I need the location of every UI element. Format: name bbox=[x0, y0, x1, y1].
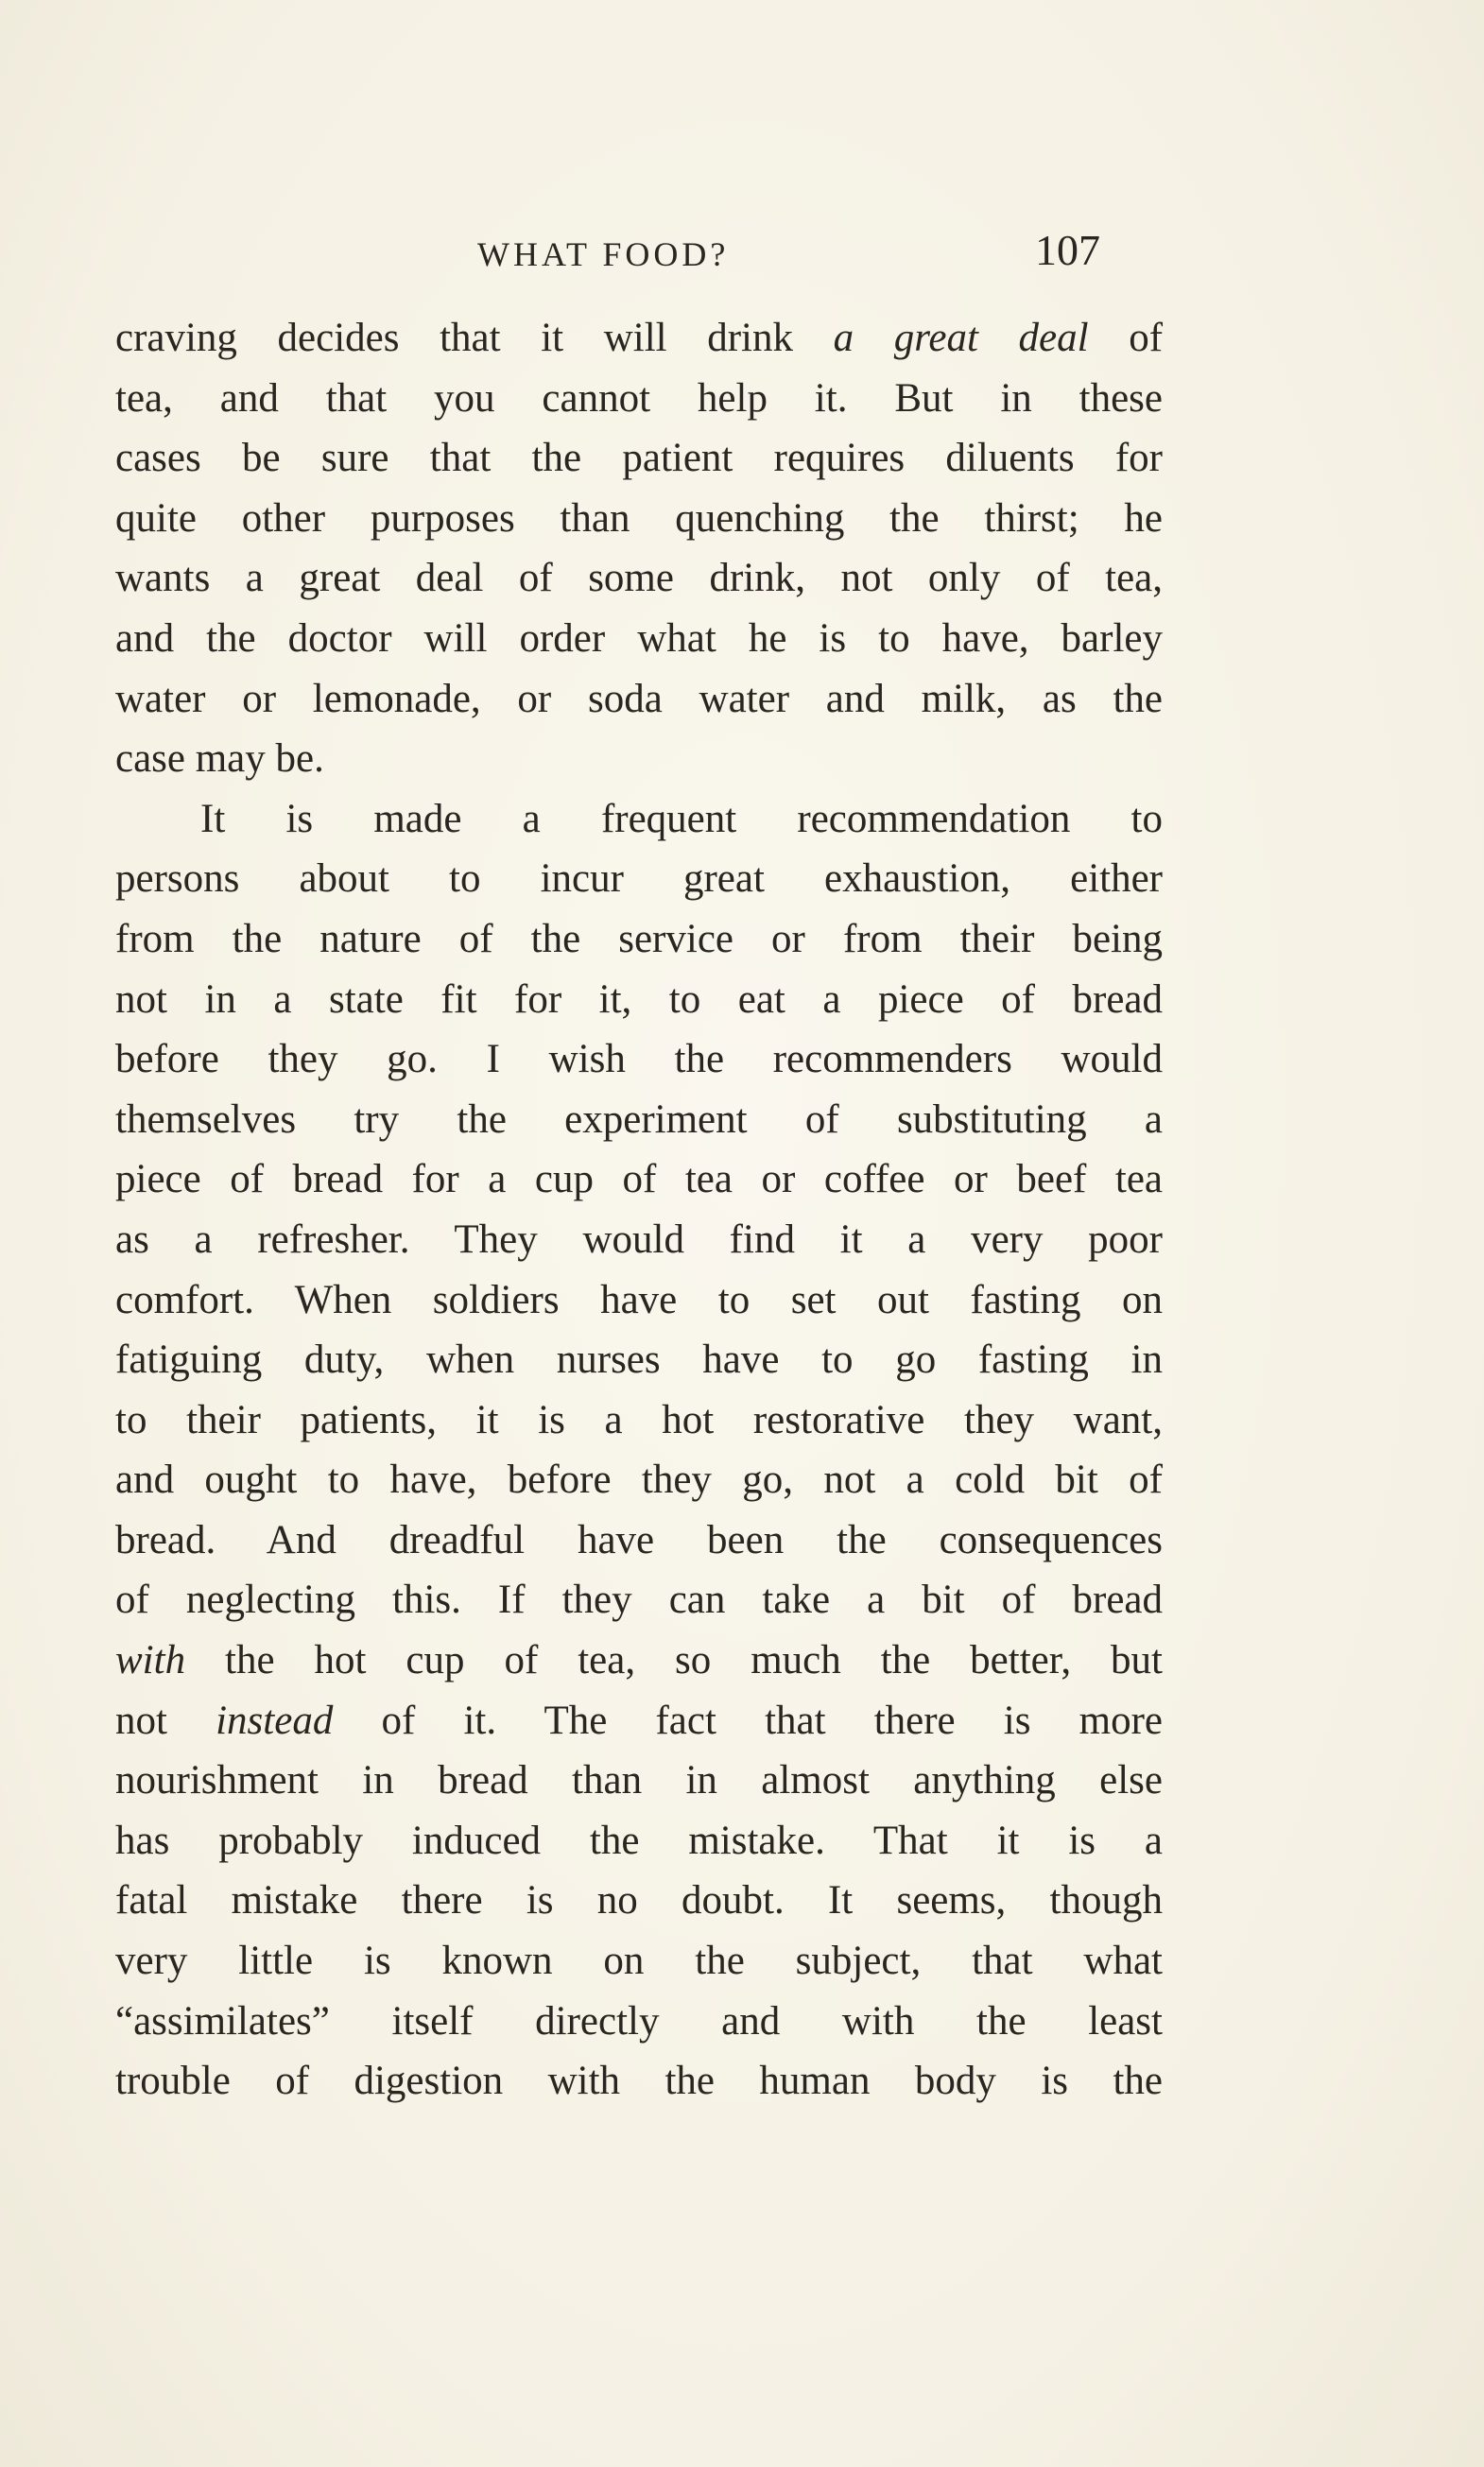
text-run: the hot cup of tea, so much the better, but bbox=[185, 1638, 1163, 1683]
text-line bbox=[115, 1811, 1163, 1872]
italic-text: a great deal bbox=[833, 316, 1089, 360]
text-run: before they go. I wish the recommenders would bbox=[115, 1037, 1163, 1082]
text-line bbox=[115, 1330, 1163, 1390]
text-run: bread. And dreadful have been the consequences bbox=[115, 1517, 1163, 1562]
text-run: tea, and that you cannot help it. But in these bbox=[115, 375, 1163, 421]
text-line bbox=[115, 369, 1163, 429]
text-line bbox=[115, 2051, 1163, 2112]
text-line bbox=[115, 909, 1163, 970]
text-line bbox=[115, 669, 1163, 730]
text-run: “assimilates” itself directly and with the least bbox=[115, 1998, 1163, 2044]
text-run: persons about to incur great exhaustion, either bbox=[115, 856, 1163, 902]
text-line bbox=[115, 789, 1163, 850]
running-head bbox=[0, 225, 1484, 282]
text-run: nourishment in bread than in almost anything else bbox=[115, 1758, 1163, 1803]
text-line bbox=[115, 1029, 1163, 1090]
text-line bbox=[115, 308, 1163, 369]
text-run: of neglecting this. If they can take a bit of bread bbox=[115, 1578, 1163, 1623]
text-run: trouble of digestion with the human body is the bbox=[115, 2059, 1163, 2104]
text-run: piece of bread for a cup of tea or coffee or beef tea bbox=[115, 1157, 1163, 1202]
text-line bbox=[115, 1390, 1163, 1451]
text-run: comfort. When soldiers have to set out fasting on bbox=[115, 1277, 1163, 1322]
text-run: wants a great deal of some drink, not only of tea, bbox=[115, 556, 1163, 601]
text-run: very little is known on the subject, that what bbox=[115, 1939, 1163, 1984]
running-title: WHAT FOOD? bbox=[477, 235, 730, 273]
text-line bbox=[115, 1630, 1163, 1691]
text-run: cases be sure that the patient requires diluents for bbox=[115, 436, 1163, 481]
body-text bbox=[115, 308, 1163, 2112]
text-line bbox=[115, 428, 1163, 489]
text-line bbox=[115, 1450, 1163, 1510]
text-run: quite other purposes than quenching the thirst; he bbox=[115, 495, 1163, 541]
text-line bbox=[115, 849, 1163, 909]
text-line bbox=[115, 1270, 1163, 1331]
text-line bbox=[115, 729, 1163, 789]
italic-text: with bbox=[115, 1638, 186, 1683]
text-line bbox=[115, 1090, 1163, 1150]
text-run: fatiguing duty, when nurses have to go fasting in bbox=[115, 1337, 1163, 1383]
text-run: case may be. bbox=[115, 736, 324, 782]
text-line bbox=[115, 489, 1163, 549]
text-run: craving decides that it will drink bbox=[115, 316, 834, 360]
text-run: It is made a frequent recommendation to bbox=[200, 796, 1163, 841]
text-run: of it. The fact that there is more bbox=[333, 1698, 1163, 1743]
text-run: has probably induced the mistake. That it is a bbox=[115, 1818, 1163, 1863]
text-run: not bbox=[115, 1698, 216, 1743]
italic-text: instead bbox=[216, 1698, 334, 1743]
text-line bbox=[115, 1570, 1163, 1630]
text-line bbox=[115, 1149, 1163, 1210]
text-run: fatal mistake there is no doubt. It seems, though bbox=[115, 1878, 1163, 1924]
text-line bbox=[115, 548, 1163, 609]
text-line bbox=[115, 609, 1163, 669]
text-run: not in a state fit for it, to eat a piece of bread bbox=[115, 976, 1163, 1022]
text-line bbox=[115, 1931, 1163, 1992]
text-line bbox=[115, 1210, 1163, 1270]
text-line bbox=[115, 1871, 1163, 1931]
text-line bbox=[115, 1751, 1163, 1811]
text-run: to their patients, it is a hot restorative they want, bbox=[115, 1397, 1163, 1442]
text-line bbox=[115, 1510, 1163, 1571]
text-run: themselves try the experiment of substituting a bbox=[115, 1096, 1163, 1142]
text-run: as a refresher. They would find it a very poor bbox=[115, 1216, 1163, 1262]
text-run: and ought to have, before they go, not a cold bit of bbox=[115, 1458, 1163, 1503]
text-line bbox=[115, 970, 1163, 1030]
text-run: from the nature of the service or from their being bbox=[115, 916, 1163, 961]
text-run: of bbox=[1088, 316, 1163, 360]
text-run: and the doctor will order what he is to have, barley bbox=[115, 615, 1163, 661]
text-line bbox=[115, 1691, 1163, 1751]
text-line bbox=[115, 1992, 1163, 2052]
page-number: 107 bbox=[1035, 226, 1100, 274]
text-run: water or lemonade, or soda water and milk, as the bbox=[115, 676, 1163, 721]
